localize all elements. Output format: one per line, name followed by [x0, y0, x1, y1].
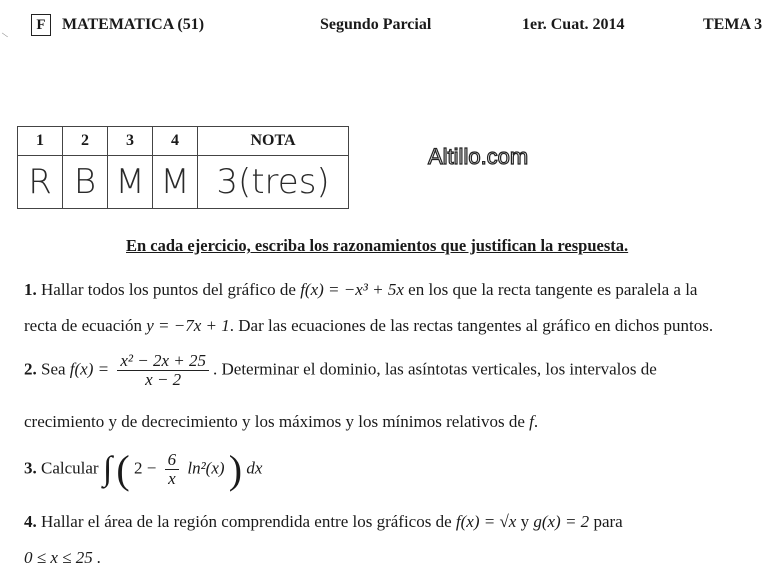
exercise-2-f-lhs: f(x) = — [69, 359, 110, 379]
exercise-2-number: 2. — [24, 359, 37, 379]
exercise-3-ln-term: ln²(x) — [187, 458, 225, 478]
grade-table-header — [18, 127, 349, 156]
exercise-2-fvar: f — [529, 412, 534, 431]
exercise-2-text-c: crecimiento y de decrecimiento y los máximos y los mínimos relativos de — [24, 412, 525, 431]
grade-mark-1: R — [18, 156, 63, 209]
grade-table — [17, 126, 349, 209]
exam-header — [0, 14, 780, 40]
grade-mark-4: M — [153, 156, 198, 209]
exercise-3-line-1 — [24, 446, 262, 493]
exercise-1-line-1 — [24, 280, 697, 300]
exercise-1-number: 1. — [24, 280, 37, 299]
watermark-logo: Altillo.com — [428, 144, 529, 169]
exercise-2-line-1 — [24, 352, 657, 389]
exercise-3-denominator: x — [168, 469, 176, 488]
exercise-1-text-b: en los que la recta tangente es paralela a la — [408, 280, 698, 299]
grade-mark-3: M — [108, 156, 153, 209]
integral-symbol: ∫ — [102, 450, 113, 488]
exercise-3-fraction — [165, 451, 180, 488]
grade-mark-nota: 3(tres) — [198, 156, 349, 209]
pen-mark: \ — [1, 30, 10, 41]
exercise-3-dx: dx — [246, 458, 263, 478]
version-box: F — [31, 14, 51, 36]
exercise-4-f-def: f(x) = √x — [455, 512, 517, 531]
exercise-4-range: 0 ≤ x ≤ 25 . — [24, 548, 102, 567]
exercise-3-two-minus: 2 − — [134, 458, 157, 478]
exercise-4-line-2 — [24, 548, 101, 568]
grade-header-nota: NOTA — [198, 127, 349, 156]
grade-header-4: 4 — [153, 127, 198, 156]
exercise-4-line-1 — [24, 512, 623, 532]
instruction-text: En cada ejercicio, escriba los razonamientos que justifican la respuesta. — [126, 236, 629, 255]
exam-name: Segundo Parcial — [320, 16, 432, 33]
grade-header-1: 1 — [18, 127, 63, 156]
exercise-2-text-b: . Determinar el dominio, las asíntotas verticales, los intervalos de — [213, 359, 657, 379]
exercise-1-formula-2: y = −7x + 1 — [146, 316, 230, 335]
grade-table-marks — [18, 156, 349, 209]
grade-mark-2: B — [63, 156, 108, 209]
term-label: 1er. Cuat. 2014 — [522, 16, 625, 33]
paren-open: ( — [116, 447, 130, 492]
exercise-4-conj: y — [520, 512, 530, 531]
exercise-1-text-c: recta de ecuación — [24, 316, 142, 335]
exercise-2-denominator: x − 2 — [145, 369, 182, 389]
subject-title: MATEMATICA (51) — [62, 16, 205, 33]
exercise-2-line-2 — [24, 412, 538, 432]
paren-close: ) — [228, 447, 243, 492]
exercise-1-line-2 — [24, 316, 713, 336]
exercise-4-text-a: Hallar el área de la región comprendida entre los gráficos de — [41, 512, 452, 531]
exercise-2-numerator: x² − 2x + 25 — [117, 352, 209, 371]
exercise-1-text-a: Hallar todos los puntos del gráfico de — [41, 280, 296, 299]
grade-header-2: 2 — [63, 127, 108, 156]
exercise-1-formula: f(x) = −x³ + 5x — [300, 280, 404, 299]
topic-label: TEMA 3 — [703, 16, 763, 33]
exercise-3-number: 3. — [24, 458, 37, 478]
exercise-1-text-d: . Dar las ecuaciones de las rectas tangentes al gráfico en dichos puntos. — [229, 316, 714, 335]
exercise-2-text-a: Sea — [41, 359, 66, 379]
exercise-4-g-def: g(x) = 2 — [533, 512, 590, 531]
exercise-3-text-a: Calcular — [41, 458, 99, 478]
grade-header-3: 3 — [108, 127, 153, 156]
exercise-4-number: 4. — [24, 512, 37, 531]
exercise-4-text-b: para — [593, 512, 623, 531]
exercise-3-numerator: 6 — [165, 451, 180, 470]
exercise-2-fraction — [117, 352, 209, 389]
exercise-2-text-d: . — [533, 412, 539, 431]
